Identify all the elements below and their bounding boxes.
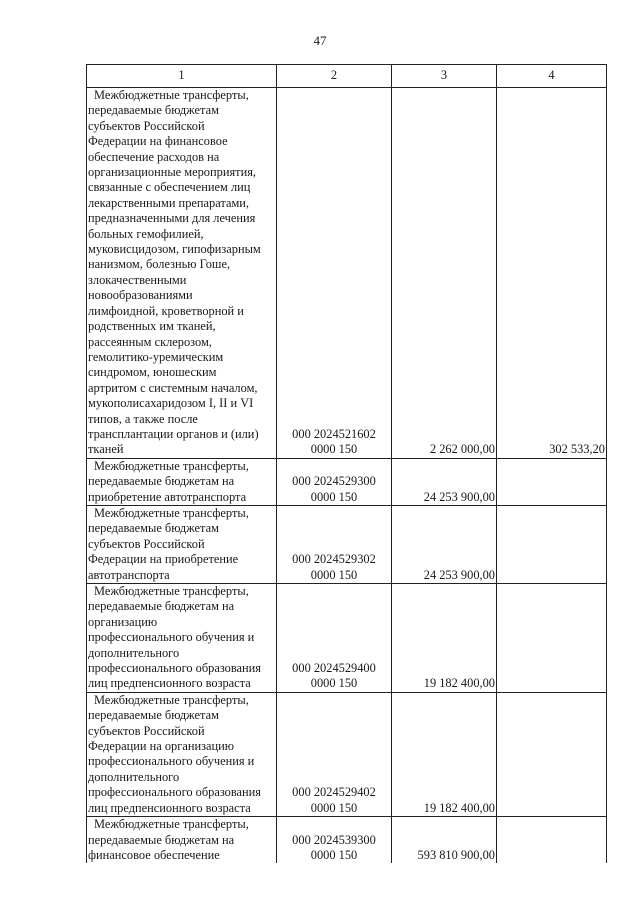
table-row	[87, 584, 607, 693]
row-amount-col3: 2 262 000,00	[392, 88, 497, 459]
description-line: приобретение автотранспорта	[88, 489, 247, 504]
row-description	[87, 692, 277, 816]
row-description	[87, 584, 277, 693]
header-col-1: 1	[87, 65, 277, 88]
row-amount-col4	[497, 584, 607, 693]
budget-code-line: 0000 150	[310, 442, 358, 457]
description-line: предназначенными для лечения	[88, 211, 256, 226]
description-line: артритом с системным началом,	[88, 380, 258, 395]
description-line: родственных им тканей,	[88, 319, 216, 334]
description-line: новообразованиями	[88, 288, 193, 303]
row-amount-col4	[497, 692, 607, 816]
row-amount-col4	[497, 505, 607, 583]
description-line: финансовое обеспечение	[88, 847, 220, 862]
description-line: Межбюджетные трансферты,	[94, 458, 249, 473]
row-budget-code	[277, 88, 392, 459]
row-description	[87, 458, 277, 505]
description-line: субъектов Российской	[88, 118, 205, 133]
description-line: профессионального обучения и	[88, 754, 255, 769]
budget-code-line: 000 2024529402	[292, 785, 376, 800]
row-amount-col4	[497, 817, 607, 864]
description-line: профессионального обучения и	[88, 630, 255, 645]
row-budget-code	[277, 692, 392, 816]
row-amount-col3: 19 182 400,00	[392, 584, 497, 693]
row-amount-col3: 24 253 900,00	[392, 458, 497, 505]
description-line: организационные мероприятия,	[88, 165, 256, 180]
budget-code-line: 000 2024521602	[292, 426, 376, 441]
description-line: гемолитико-уремическим	[88, 349, 224, 364]
description-line: передаваемые бюджетам на	[88, 599, 235, 614]
budget-table	[86, 64, 607, 863]
description-line: лиц предпенсионного возраста	[88, 676, 251, 691]
description-line: Межбюджетные трансферты,	[94, 584, 249, 598]
table-row	[87, 88, 607, 459]
description-line: синдромом, юношеским	[88, 365, 217, 380]
description-line: мукополисахаридозом I, II и VI	[88, 396, 254, 411]
description-line: субъектов Российской	[88, 536, 205, 551]
description-line: дополнительного	[88, 769, 180, 784]
budget-code-line: 0000 150	[310, 676, 358, 691]
budget-code-line: 000 2024529302	[292, 552, 376, 567]
budget-code-line: 000 2024529400	[292, 661, 376, 676]
budget-code-line: 0000 150	[310, 489, 358, 504]
description-line: Федерации на организацию	[88, 739, 234, 754]
row-amount-col3: 19 182 400,00	[392, 692, 497, 816]
description-line: передаваемые бюджетам на	[88, 832, 235, 847]
description-line: лиц предпенсионного возраста	[88, 800, 251, 815]
description-line: профессионального образования	[88, 785, 262, 800]
header-col-4: 4	[497, 65, 607, 88]
description-line: Межбюджетные трансферты,	[94, 88, 249, 102]
row-description	[87, 505, 277, 583]
row-amount-col4	[497, 458, 607, 505]
row-amount-col3: 593 810 900,00	[392, 817, 497, 864]
description-line: организацию	[88, 614, 158, 629]
row-budget-code	[277, 584, 392, 693]
description-line: профессионального образования	[88, 661, 262, 676]
description-line: Федерации на приобретение	[88, 552, 239, 567]
budget-code-line: 000 2024529300	[292, 474, 376, 489]
budget-code-line: 0000 150	[310, 847, 358, 862]
description-line: лимфоидной, кроветворной и	[88, 303, 244, 318]
description-line: субъектов Российской	[88, 723, 205, 738]
description-line: передаваемые бюджетам	[88, 708, 219, 723]
description-line: рассеянным склерозом,	[88, 334, 212, 349]
description-line: злокачественными	[88, 272, 187, 287]
row-description	[87, 817, 277, 864]
description-line: муковисцидозом, гипофизарным	[88, 242, 261, 257]
budget-code-line: 0000 150	[310, 800, 358, 815]
header-col-3: 3	[392, 65, 497, 88]
table-row	[87, 505, 607, 583]
description-line: передаваемые бюджетам на	[88, 474, 235, 489]
row-amount-col4: 302 533,20	[497, 88, 607, 459]
description-line: больных гемофилией,	[88, 226, 204, 241]
row-budget-code	[277, 458, 392, 505]
budget-code-line: 0000 150	[310, 567, 358, 582]
description-line: нанизмом, болезнью Гоше,	[88, 257, 231, 272]
description-line: автотранспорта	[88, 567, 170, 582]
description-line: трансплантации органов и (или)	[88, 426, 259, 441]
table-row	[87, 817, 607, 864]
description-line: связанные с обеспечением лиц	[88, 180, 251, 195]
description-line: Федерации на финансовое	[88, 134, 228, 149]
table-row	[87, 458, 607, 505]
header-col-2: 2	[277, 65, 392, 88]
description-line: обеспечение расходов на	[88, 149, 220, 164]
description-line: тканей	[88, 442, 124, 457]
description-line: типов, а также после	[88, 411, 198, 426]
description-line: Межбюджетные трансферты,	[94, 817, 249, 832]
page-number: 47	[313, 33, 327, 48]
row-budget-code	[277, 505, 392, 583]
budget-code-line: 000 2024539300	[292, 832, 376, 847]
description-line: лекарственными препаратами,	[88, 195, 250, 210]
table-row	[87, 692, 607, 816]
row-amount-col3: 24 253 900,00	[392, 505, 497, 583]
description-line: Межбюджетные трансферты,	[94, 505, 249, 520]
description-line: передаваемые бюджетам	[88, 103, 219, 118]
table-header-row	[87, 65, 607, 88]
description-line: передаваемые бюджетам	[88, 521, 219, 536]
description-line: дополнительного	[88, 645, 180, 660]
description-line: Межбюджетные трансферты,	[94, 692, 249, 707]
row-description	[87, 88, 277, 459]
row-budget-code	[277, 817, 392, 864]
